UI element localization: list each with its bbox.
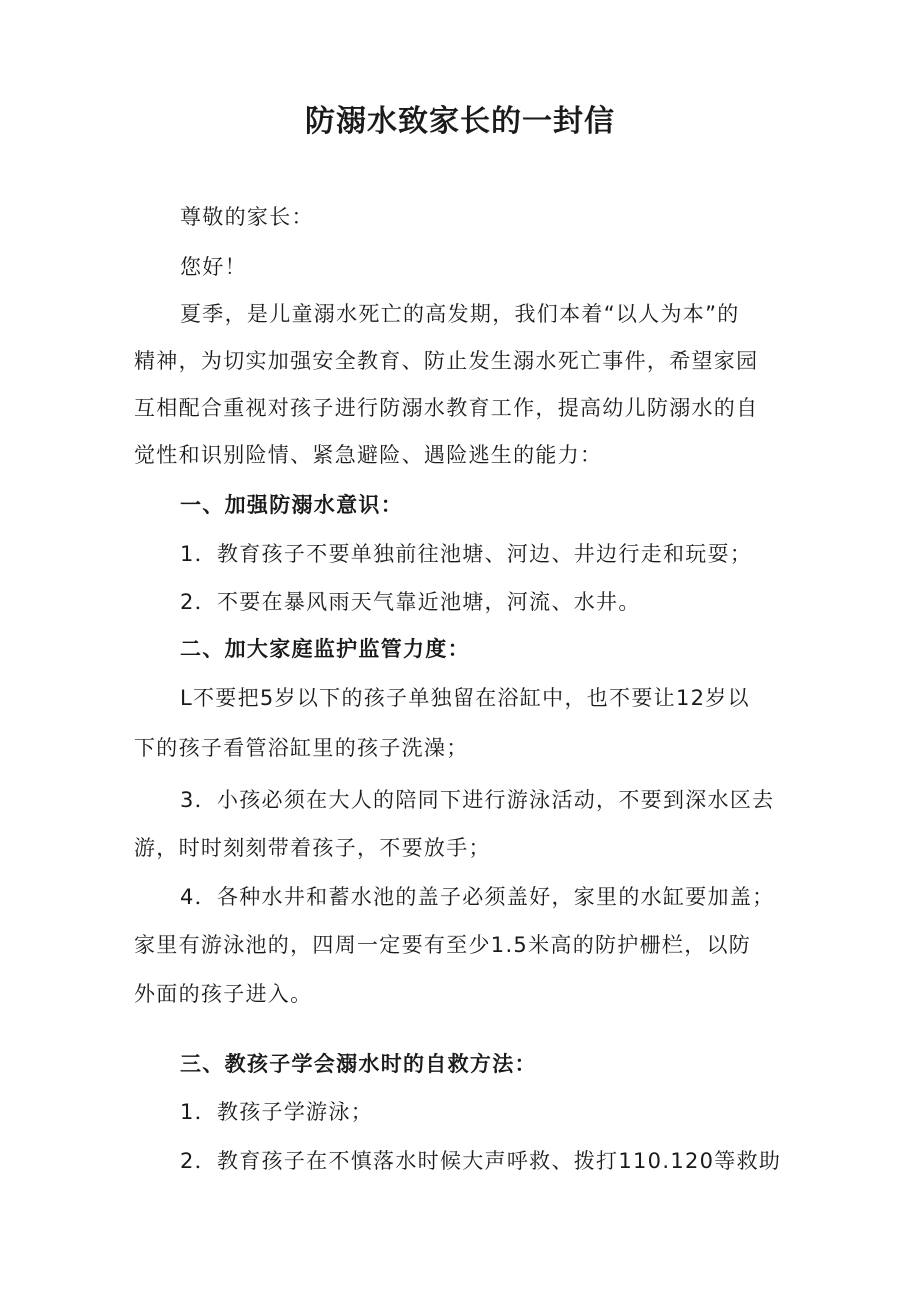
section-3-heading: 三、教孩子学会溺水时的自救方法： [180, 1052, 537, 1076]
hello-line: 您好！ [180, 255, 247, 279]
section-2-item-1-line-1: L不要把5岁以下的孩子单独留在浴缸中，也不要让12岁以 [180, 686, 750, 710]
section-1-item-2: 2．不要在暴风雨天气靠近池塘，河流、水井。 [180, 590, 641, 614]
section-3-item-2: 2．教育孩子在不慎落水时候大声呼救、拨打110.120等救助 [180, 1149, 782, 1173]
intro-line-1: 夏季，是儿童溺水死亡的高发期，我们本着“以人为本”的 [180, 302, 740, 326]
section-2-item-4-line-3: 外面的孩子进入。 [134, 982, 313, 1006]
intro-line-4: 觉性和识别险情、紧急避险、遇险逃生的能力： [134, 443, 603, 467]
intro-line-2: 精神，为切实加强安全教育、防止发生溺水死亡事件，希望家园 [134, 349, 759, 373]
greeting: 尊敬的家长： [180, 205, 314, 229]
section-2-item-1-line-2: 下的孩子看管浴缸里的孩子洗澡； [134, 736, 469, 760]
page-title: 防溺水致家长的一封信 [305, 104, 615, 139]
section-2-item-4-line-2: 家里有游泳池的，四周一定要有至少1.5米高的防护栅栏，以防 [134, 933, 752, 957]
section-2-item-3-line-1: 3．小孩必须在大人的陪同下进行游泳活动，不要到深水区去 [180, 788, 775, 812]
section-3-item-1: 1．教孩子学游泳； [180, 1100, 374, 1124]
section-2-item-3-line-2: 游，时时刻刻带着孩子，不要放手； [134, 836, 491, 860]
section-2-item-4-line-1: 4．各种水井和蓄水池的盖子必须盖好，家里的水缸要加盖； [180, 885, 775, 909]
intro-line-3: 互相配合重视对孩子进行防溺水教育工作，提高幼儿防溺水的自 [134, 396, 759, 420]
section-2-heading: 二、加大家庭监护监管力度： [180, 637, 470, 661]
section-1-heading: 一、加强防溺水意识： [180, 493, 403, 517]
section-1-item-1: 1．教育孩子不要单独前往池塘、河边、井边行走和玩耍； [180, 542, 753, 566]
